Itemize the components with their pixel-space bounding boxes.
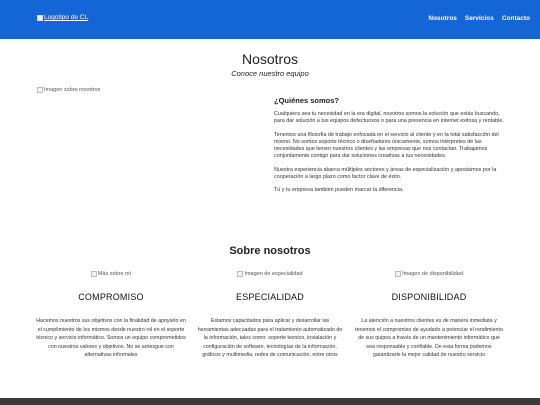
broken-image-icon: [91, 271, 97, 277]
logo-alt-text: Logotipo de CL: [44, 14, 89, 21]
nav-link-nosotros[interactable]: Nosotros: [428, 15, 457, 22]
value-card-disponibilidad: [354, 270, 504, 360]
value-text: Hacemos nuestros sus objetivos con la finalidad de apoyarlo en el cumplimiento de los mismos desde nuestro rol en el soporte técnico y servicio informático. Somos un equipo comprometidos con nuestros valores y objetivos. No se arriesgue con alternativas informales: [36, 318, 186, 358]
top-navbar: [0, 0, 540, 39]
value-title: ESPECIALIDAD: [236, 292, 304, 302]
value-card-compromiso: [36, 270, 186, 360]
value-text: Estamos capacitados para aplicar y desarrollar las herramientas adecuadas para el tratamiento automatizado de la información, tales como: soporte tecnico, instalación y configuración de software, tecnologías de la información, gráficos y multimedia, redes de comunicación, entre otros: [197, 318, 343, 358]
values-section-title: Sobre nosotros: [229, 245, 311, 257]
page-title: Nosotros: [241, 51, 299, 67]
broken-image-icon: [395, 271, 401, 277]
page-header: [0, 51, 540, 78]
broken-image-icon: [37, 87, 43, 93]
value-image-alt: Más sobre mí: [97, 271, 132, 277]
page-subtitle: Conoce nuestro equipo: [231, 69, 309, 78]
about-paragraph: Nuestra experiencia abarca múltiples sectores y áreas de especialización y apostamos por la cooperación a largo plazo como factor clave de éxito.: [274, 166, 497, 181]
value-image: [195, 270, 345, 278]
about-paragraph: Tú y tu empresa también pueden marcar la diferencia.: [274, 187, 404, 194]
value-title: DISPONIBILIDAD: [391, 292, 467, 302]
value-image: [36, 270, 186, 278]
about-paragraph: Cualquiera sea tu necesidad en la era digital, nosotros somos la solución que estás buscando, para dar solución a tus equipos defectuosos o para una presencia en internet exitosa y rentable.: [274, 111, 504, 125]
value-image-alt: Imagen de disponibilidad: [402, 271, 463, 277]
value-image: [354, 270, 504, 278]
value-image-alt: Imagen de especialidad: [244, 271, 303, 277]
nav-link-servicios[interactable]: Servicios: [464, 15, 494, 22]
about-image: [37, 87, 100, 93]
value-text: La atención a nuestros clientes es de manera inmediata y tenemos el compromiso de ayudarlo a potenciar el rendimiento de sus quipos a través de un mantenimiento informático que sea responsable y confiable. De esta forma podemos garantizarle la mejor calidad de nuestro servicio: [355, 318, 503, 358]
value-title: COMPROMISO: [78, 292, 144, 302]
value-card-especialidad: [195, 270, 345, 360]
broken-image-icon: [237, 271, 243, 277]
about-heading: ¿Quiénes somos?: [274, 96, 340, 105]
nav-menu: [428, 15, 530, 22]
logo-link[interactable]: [37, 14, 88, 21]
broken-image-icon: [37, 15, 43, 21]
footer: [0, 398, 540, 405]
about-image-alt: Imagen sobre nosotros: [44, 87, 101, 93]
nav-link-contacto[interactable]: Contacto: [501, 15, 530, 22]
about-paragraph: Tenemos una filosofía de trabajo enfocada en el servicio al cliente y en la total satisfacción del mismo. No somos soporte técnico o diseñadores únicamente, somos intérpretes de las necesidades que tienen nuestros clientes y las empresas que nos contactan. Trabajamos conjuntamente contigo para dar soluciones creativas a tus necesidades.: [274, 131, 499, 160]
about-section: [274, 96, 506, 201]
